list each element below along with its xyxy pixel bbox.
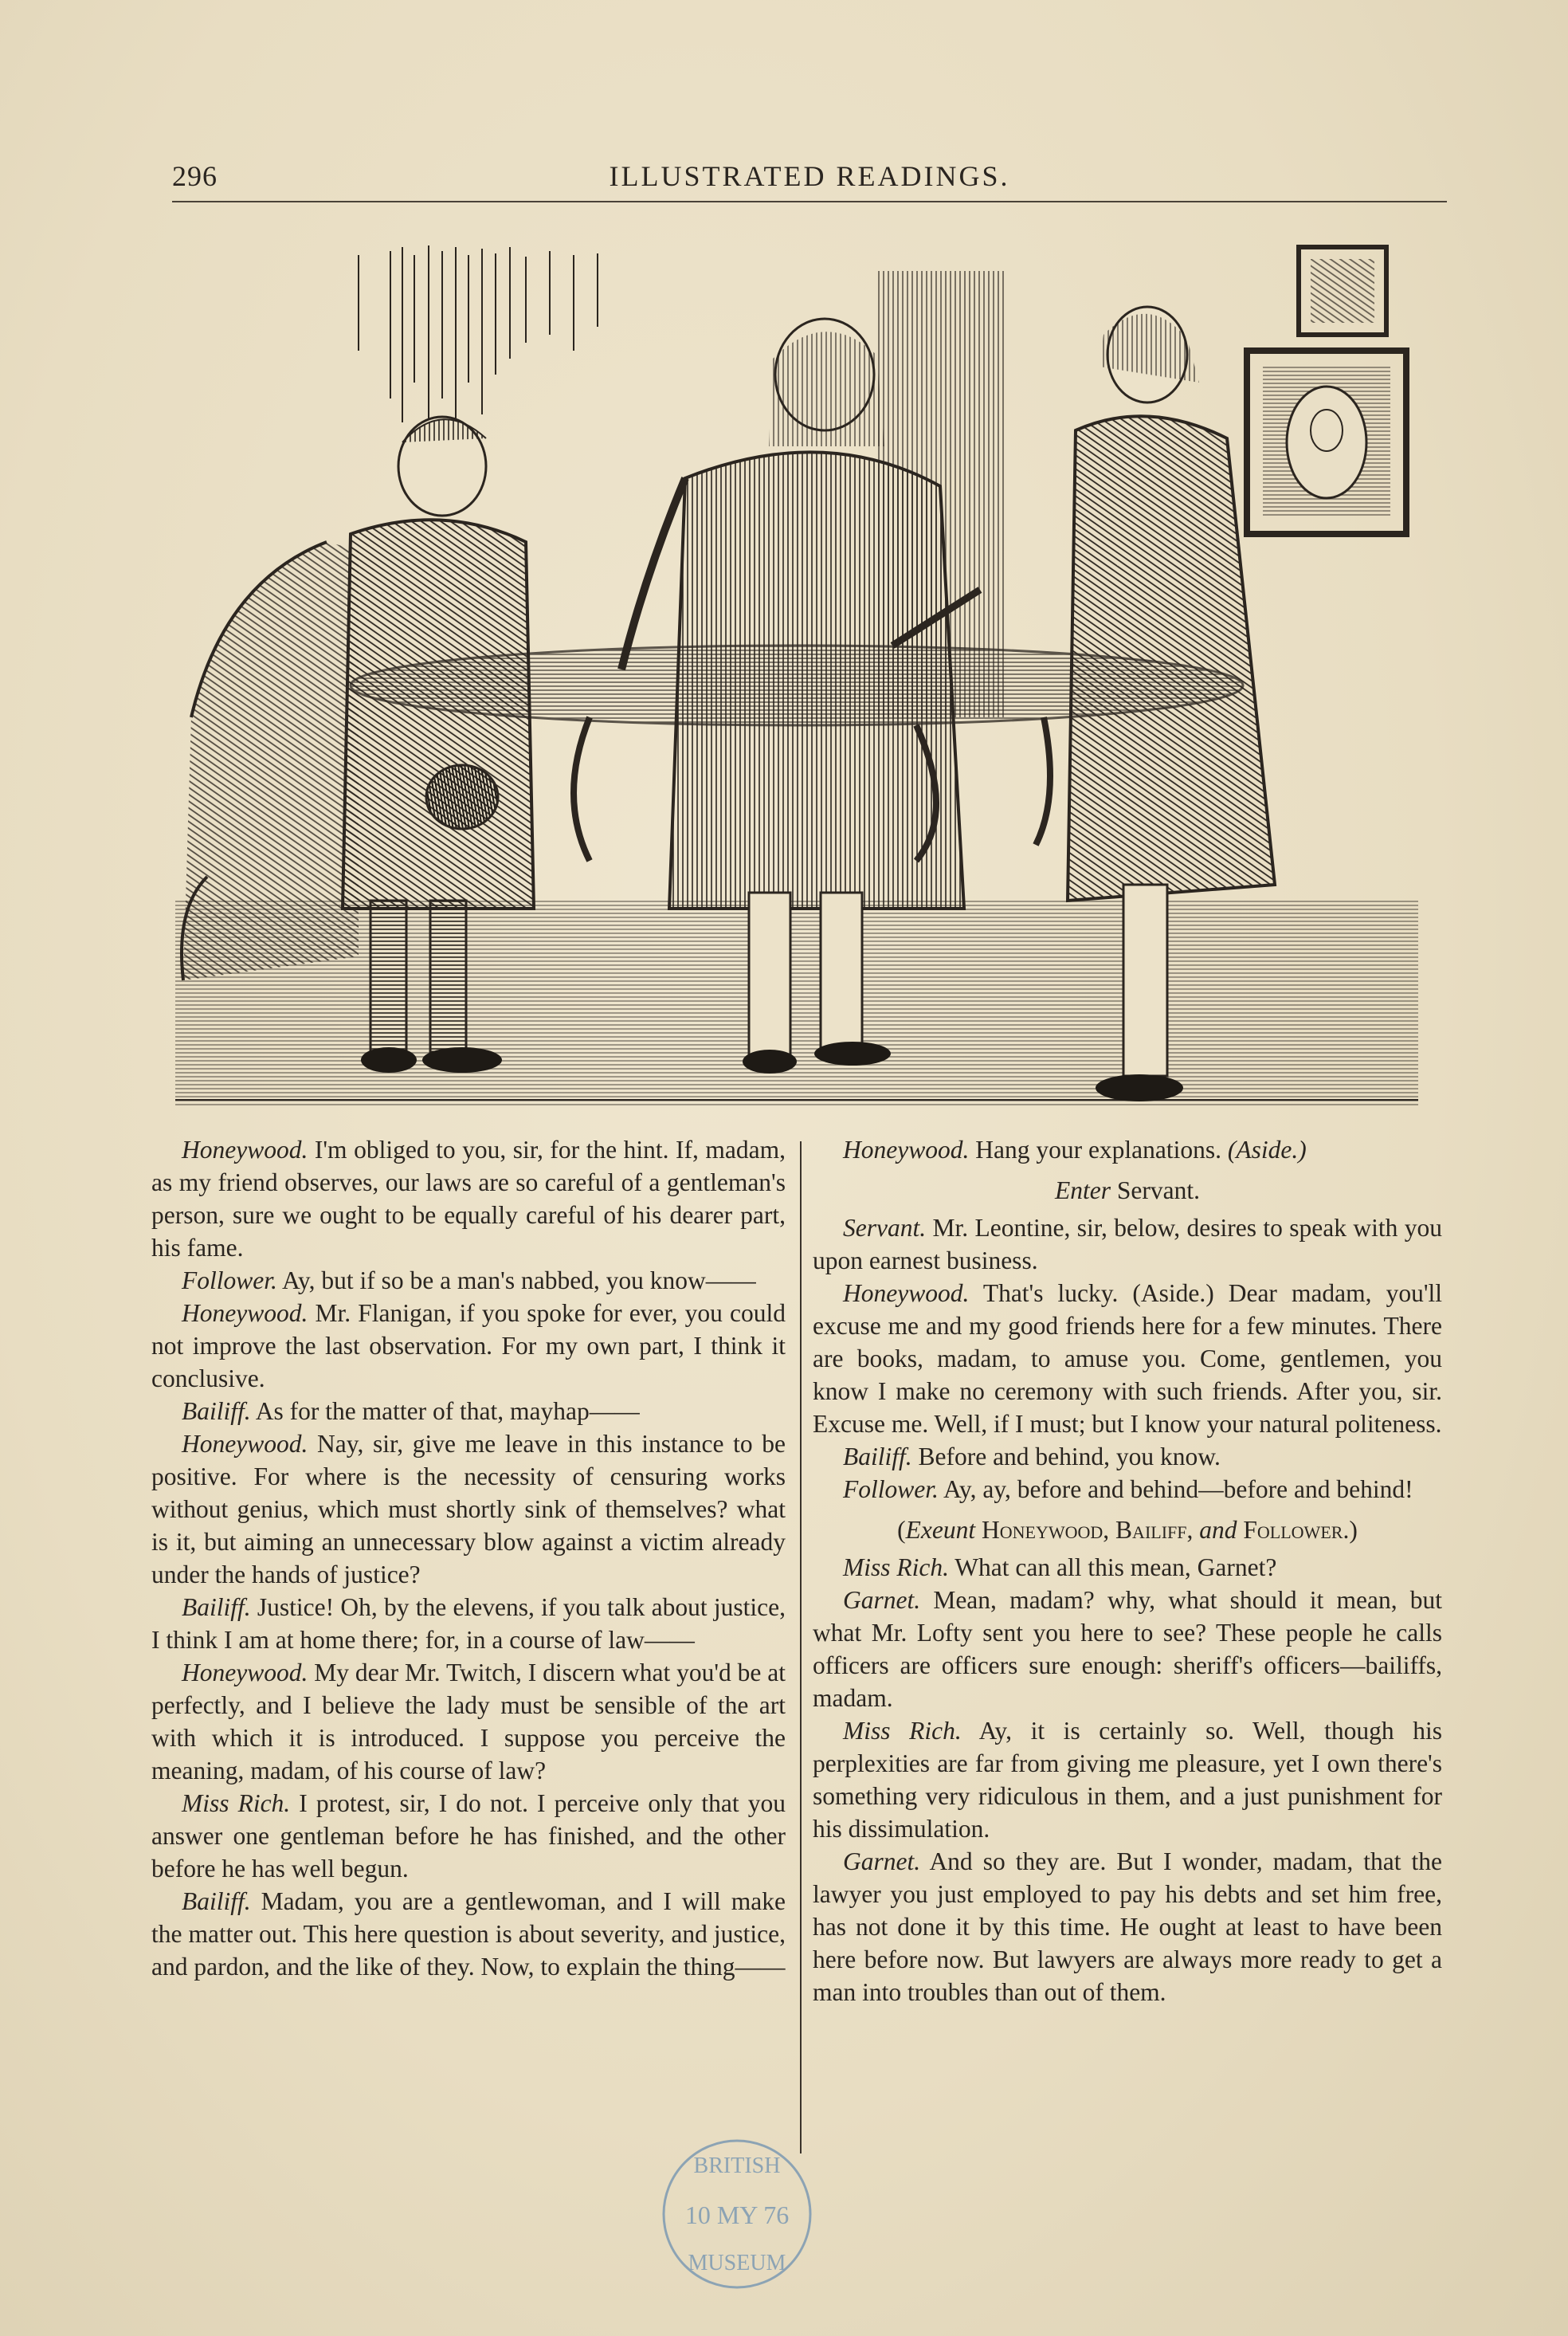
speaker-name: Honeywood. — [182, 1136, 308, 1164]
curtain-lines — [359, 245, 598, 446]
dialogue-paragraph — [151, 1133, 786, 1264]
dialogue-paragraph — [151, 1591, 786, 1656]
stamp-bottom-text: MUSEUM — [688, 2251, 786, 2275]
speaker-name: Miss Rich. — [843, 1553, 949, 1581]
dialogue-paragraph — [813, 1584, 1442, 1714]
dialogue-text: Mean, madam? why, what should it mean, but what Mr. Lofty sent you here to see? These people he calls officers are officers sure enough: sheriff's officers—bailiffs, madam. — [813, 1586, 1442, 1712]
british-museum-stamp — [652, 2134, 822, 2294]
stamp-top-text: BRITISH — [693, 2153, 781, 2178]
dialogue-text: Ay, ay, before and behind—before and behind! — [943, 1475, 1413, 1503]
exeunt-open: ( — [897, 1516, 906, 1544]
stage-direction — [813, 1174, 1442, 1207]
dialogue-text: Ay, it is certainly so. Well, though his perplexities are far from giving me pleasure, yet I own there's something very ridiculous in them, and a just punishment for his dissimulation. — [813, 1717, 1442, 1843]
dialogue-paragraph — [151, 1264, 786, 1297]
dialogue-paragraph — [813, 1133, 1442, 1166]
speaker-name: Bailiff. — [182, 1593, 251, 1621]
page-number: 296 — [172, 160, 218, 192]
speaker-name: Honeywood. — [843, 1136, 970, 1164]
speaker-name: Follower. — [182, 1266, 277, 1294]
exeunt-word: Exeunt — [905, 1516, 976, 1544]
dialogue-text: I'm obliged to you, sir, for the hint. If, madam, as my friend observes, our laws are so careful of a gentleman's person, sure we ought to be equally careful of his dearer part, his fame. — [151, 1136, 786, 1262]
exeunt-names: Honeywood, Bailiff, — [982, 1516, 1194, 1544]
exeunt-and: and — [1199, 1516, 1237, 1544]
dialogue-paragraph — [813, 1473, 1442, 1506]
right-text-column — [813, 1133, 1442, 2169]
speaker-name: Garnet. — [843, 1586, 921, 1614]
exeunt-last: Follower. — [1243, 1516, 1350, 1544]
stamp-date: 10 MY 76 — [684, 2201, 790, 2229]
aside-note: (Aside.) — [1227, 1136, 1307, 1164]
dialogue-text: Ay, but if so be a man's nabbed, you know—— — [282, 1266, 756, 1294]
dialogue-paragraph — [151, 1395, 786, 1427]
dialogue-text: Nay, sir, give me leave in this instance to be positive. For where is the necessity of censuring works without genius, which must shortly sink of themselves? what is it, but aiming an unnecessary blow against a victim already under the hands of justice? — [151, 1430, 786, 1588]
speaker-name: Bailiff. — [843, 1443, 912, 1470]
dialogue-paragraph — [813, 1845, 1442, 2008]
column-divider — [800, 1141, 802, 2153]
left-text-column — [151, 1133, 786, 2169]
page-header — [172, 156, 1447, 202]
dialogue-paragraph — [813, 1440, 1442, 1473]
speaker-name: Honeywood. — [182, 1659, 308, 1686]
dialogue-text: Mr. Flanigan, if you spoke for ever, you could not improve the last observation. For my own part, I think it conclusive. — [151, 1299, 786, 1392]
framed-portrait — [1247, 351, 1406, 534]
speaker-name: Bailiff. — [182, 1397, 251, 1425]
exeunt-close: ) — [1349, 1516, 1358, 1544]
dialogue-text: Justice! Oh, by the elevens, if you talk about justice, I think I am at home there; for, in a course of law—— — [151, 1593, 786, 1654]
dialogue-text: What can all this mean, Garnet? — [955, 1553, 1277, 1581]
engraving-illustration — [175, 239, 1418, 1124]
speaker-name: Miss Rich. — [843, 1717, 962, 1745]
stage-direction-text: Servant. — [1116, 1176, 1200, 1204]
dialogue-text: Madam, you are a gentlewoman, and I will make the matter out. This here question is about severity, and justice, and pardon, and the like of they. Now, to explain the thing—— — [151, 1887, 786, 1981]
dialogue-text: As for the matter of that, mayhap—— — [255, 1397, 640, 1425]
dialogue-text: My dear Mr. Twitch, I discern what you'd be at perfectly, and I believe the lady must be sensible of the art with which it is introduced. I suppose you perceive the meaning, madam, of his course of law? — [151, 1659, 786, 1784]
speaker-name: Follower. — [843, 1475, 939, 1503]
dialogue-paragraph — [813, 1551, 1442, 1584]
dialogue-group-2 — [813, 1211, 1442, 1506]
dialogue-text: Before and behind, you know. — [918, 1443, 1221, 1470]
dialogue-paragraph — [813, 1277, 1442, 1440]
speaker-name: Honeywood. — [843, 1279, 970, 1307]
speaker-name: Honeywood. — [182, 1430, 308, 1458]
speaker-name: Miss Rich. — [182, 1789, 291, 1817]
dialogue-text: And so they are. But I wonder, madam, that the lawyer you just employed to pay his debts and set him free, has not done it by this time. He ought at least to have been here before now. But lawyers are always more ready to get a man into troubles than out of them. — [813, 1847, 1442, 2006]
running-title: ILLUSTRATED READINGS. — [609, 160, 1010, 192]
floor — [175, 901, 1418, 1108]
dialogue-text: I protest, sir, I do not. I perceive only that you answer one gentleman before he has finished, and the other before he has well begun. — [151, 1789, 786, 1883]
small-frame — [1299, 247, 1386, 335]
dialogue-paragraph — [813, 1211, 1442, 1277]
dialogue-paragraph — [813, 1714, 1442, 1845]
speaker-name: Honeywood. — [182, 1299, 308, 1327]
exeunt-direction — [813, 1513, 1442, 1546]
dialogue-paragraph — [151, 1427, 786, 1591]
dialogue-paragraph — [151, 1656, 786, 1787]
dialogue-group-3 — [813, 1551, 1442, 2008]
dialogue-text: Hang your explanations. — [975, 1136, 1222, 1164]
dialogue-text: That's lucky. (Aside.) Dear madam, you'll excuse me and my good friends here for a few minutes. There are books, madam, to amuse you. Come, gentlemen, you know I make no ceremony with such friends. After you, sir. Excuse me. Well, if I must; but I know your natural politeness. — [813, 1279, 1442, 1438]
dialogue-paragraph — [151, 1787, 786, 1885]
speaker-name: Garnet. — [843, 1847, 921, 1875]
dialogue-text: Mr. Leontine, sir, below, desires to speak with you upon earnest business. — [813, 1214, 1443, 1274]
dialogue-paragraph — [151, 1297, 786, 1395]
speaker-name: Servant. — [843, 1214, 927, 1242]
speaker-name: Bailiff. — [182, 1887, 251, 1915]
stage-direction-verb: Enter — [1055, 1176, 1111, 1204]
sofa — [182, 542, 359, 980]
dialogue-paragraph — [151, 1885, 786, 1983]
